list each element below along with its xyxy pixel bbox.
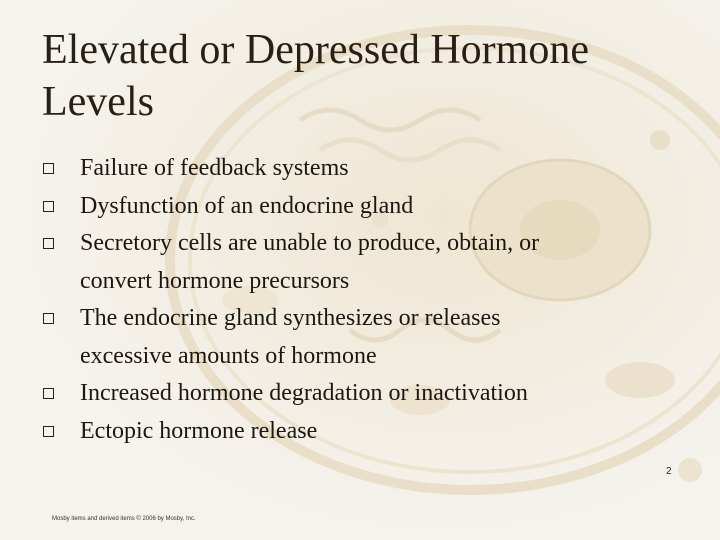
slide-title: Elevated or Depressed Hormone Levels	[42, 27, 589, 125]
hollow-square-bullet-icon	[43, 201, 54, 212]
hollow-square-bullet-icon	[43, 238, 54, 249]
bullet-text: Failure of feedback systems	[80, 155, 349, 181]
hollow-square-bullet-icon	[43, 388, 54, 399]
bullet-text: Ectopic hormone release	[80, 417, 318, 444]
bullet-text: Secretory cells are unable to produce, obtain, or	[80, 230, 540, 256]
bullet-text: Dysfunction of an endocrine gland	[80, 192, 414, 219]
bullet-text: The endocrine gland synthesizes or releases	[80, 305, 501, 331]
page-number: 2	[666, 466, 672, 477]
bullet-text: Increased hormone degradation or inactivation	[80, 380, 528, 406]
bullet-item	[40, 300, 640, 375]
bullet-list	[40, 150, 640, 450]
bullet-item	[40, 188, 640, 226]
hollow-square-bullet-icon	[43, 163, 54, 174]
bullet-text-continuation: convert hormone precursors	[80, 267, 350, 294]
bullet-item	[40, 150, 640, 188]
hollow-square-bullet-icon	[43, 313, 54, 324]
hollow-square-bullet-icon	[43, 426, 54, 437]
copyright-footer: Mosby items and derived items © 2006 by Mosby, Inc.	[52, 516, 196, 522]
bullet-item	[40, 225, 640, 300]
bullet-item	[40, 375, 640, 413]
bullet-item	[40, 413, 640, 451]
bullet-text-continuation: excessive amounts of hormone	[80, 342, 377, 369]
